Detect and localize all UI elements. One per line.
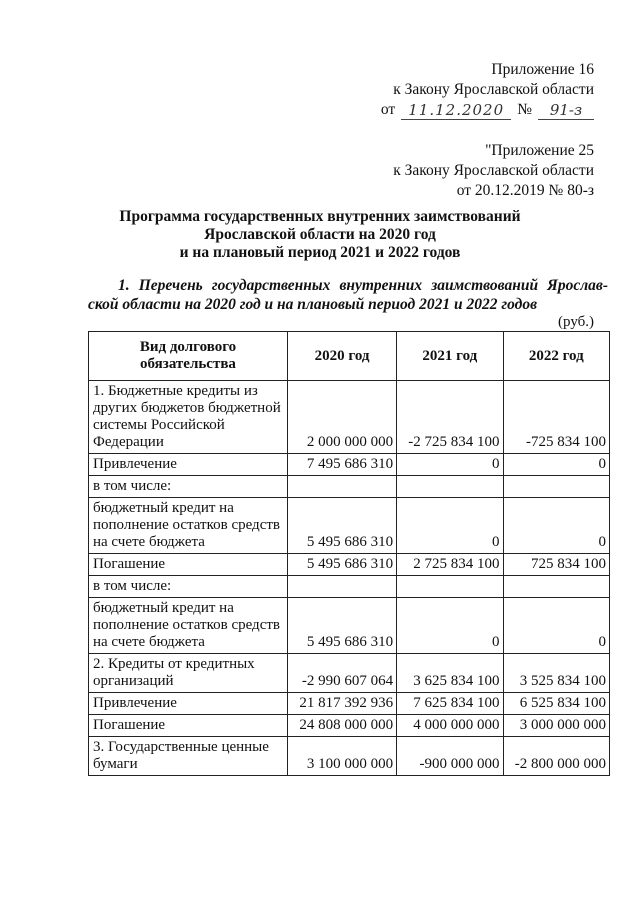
- value-2022-cell: 3 000 000 000: [503, 715, 609, 737]
- value-2022-cell: 6 525 834 100: [503, 693, 609, 715]
- title-line2: Ярославской области на 2020 год: [204, 226, 436, 243]
- row-name-cell: Привлечение: [89, 454, 288, 476]
- header-2020: 2020 год: [288, 332, 397, 381]
- value-2020-cell: 2 000 000 000: [288, 381, 397, 454]
- value-2022-cell: [503, 476, 609, 498]
- value-2021-cell: [397, 476, 503, 498]
- value-2022-cell: 3 525 834 100: [503, 654, 609, 693]
- number-prefix: №: [517, 101, 532, 118]
- value-2022-cell: 725 834 100: [503, 554, 609, 576]
- table-header-row: [89, 332, 610, 381]
- value-2022-cell: 0: [503, 454, 609, 476]
- section-heading-line2: ской области на 2020 год и на плановый период 2021 и 2022 годов: [88, 296, 538, 313]
- row-name-cell: Привлечение: [89, 693, 288, 715]
- value-2020-cell: 5 495 686 310: [288, 554, 397, 576]
- row-name-cell: бюджетный кредит на пополнение остатков средств на счете бюджета: [89, 498, 288, 554]
- value-2021-cell: 4 000 000 000: [397, 715, 503, 737]
- table-row: [89, 576, 610, 598]
- value-2022-cell: -2 800 000 000: [503, 737, 609, 776]
- table-row: [89, 476, 610, 498]
- row-name-cell: в том числе:: [89, 476, 288, 498]
- table-row: [89, 554, 610, 576]
- table-row: [89, 454, 610, 476]
- appendix-16-line1: Приложение 16: [491, 61, 594, 78]
- value-2021-cell: 0: [397, 454, 503, 476]
- appendix-25-line2: к Закону Ярославской области: [393, 162, 594, 179]
- handwritten-date: 11.12.2020: [401, 101, 511, 120]
- row-name-cell: 2. Кредиты от кредитных организаций: [89, 654, 288, 693]
- table-row: [89, 498, 610, 554]
- handwritten-number: 91-з: [538, 101, 594, 120]
- value-2021-cell: 3 625 834 100: [397, 654, 503, 693]
- value-2021-cell: -2 725 834 100: [397, 381, 503, 454]
- title-line1: Программа государственных внутренних заимствований: [119, 208, 521, 225]
- value-2021-cell: 0: [397, 498, 503, 554]
- appendix-16-line2: к Закону Ярославской области: [393, 81, 594, 98]
- section-heading-line1: 1. Перечень государственных внутренних заимствований Ярослав-: [118, 277, 608, 294]
- value-2020-cell: 24 808 000 000: [288, 715, 397, 737]
- value-2020-cell: 3 100 000 000: [288, 737, 397, 776]
- table-row: [89, 381, 610, 454]
- value-2022-cell: 0: [503, 598, 609, 654]
- table-row: [89, 693, 610, 715]
- header-obligation-type: Вид долгового обязательства: [89, 332, 288, 381]
- row-name-cell: 1. Бюджетные кредиты из других бюджетов бюджетной системы Российской Федерации: [89, 381, 288, 454]
- row-name-cell: в том числе:: [89, 576, 288, 598]
- value-2020-cell: [288, 476, 397, 498]
- value-2020-cell: 5 495 686 310: [288, 498, 397, 554]
- header-2021: 2021 год: [397, 332, 503, 381]
- table-row: [89, 715, 610, 737]
- value-2020-cell: 21 817 392 936: [288, 693, 397, 715]
- row-name-cell: 3. Государственные ценные бумаги: [89, 737, 288, 776]
- table-row: [89, 598, 610, 654]
- value-2021-cell: 2 725 834 100: [397, 554, 503, 576]
- value-2020-cell: -2 990 607 064: [288, 654, 397, 693]
- row-name-cell: Погашение: [89, 715, 288, 737]
- value-2021-cell: 7 625 834 100: [397, 693, 503, 715]
- value-2022-cell: 0: [503, 498, 609, 554]
- value-2022-cell: -725 834 100: [503, 381, 609, 454]
- value-2020-cell: [288, 576, 397, 598]
- value-2021-cell: [397, 576, 503, 598]
- document-title: [0, 208, 640, 262]
- row-name-cell: бюджетный кредит на пополнение остатков средств на счете бюджета: [89, 598, 288, 654]
- appendix-25-line3: от 20.12.2019 № 80-з: [456, 182, 594, 199]
- appendix-25-header: [393, 141, 594, 201]
- section-heading: [88, 276, 608, 314]
- title-line3: и на плановый период 2021 и 2022 годов: [179, 244, 461, 261]
- value-2022-cell: [503, 576, 609, 598]
- value-2021-cell: 0: [397, 598, 503, 654]
- borrowings-table: [88, 331, 610, 776]
- from-prefix: от: [380, 101, 396, 118]
- table-row: [89, 654, 610, 693]
- value-2020-cell: 5 495 686 310: [288, 598, 397, 654]
- appendix-16-header: [381, 60, 594, 120]
- header-2022: 2022 год: [503, 332, 609, 381]
- appendix-25-line1: "Приложение 25: [485, 142, 594, 159]
- value-2020-cell: 7 495 686 310: [288, 454, 397, 476]
- appendix-16-date-line: [381, 100, 594, 120]
- table-row: [89, 737, 610, 776]
- row-name-cell: Погашение: [89, 554, 288, 576]
- currency-unit: (руб.): [558, 314, 594, 330]
- value-2021-cell: -900 000 000: [397, 737, 503, 776]
